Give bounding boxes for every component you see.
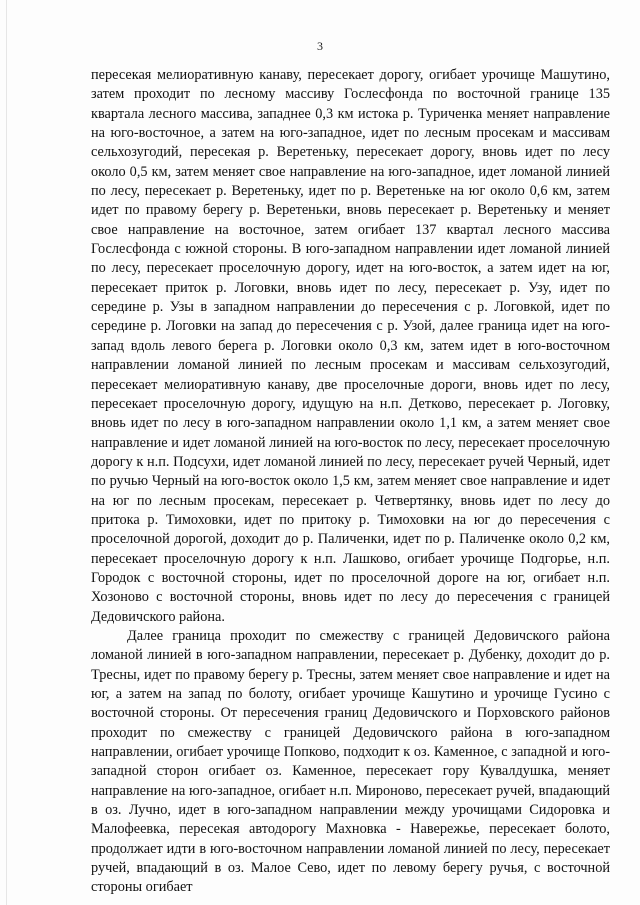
paragraph-2: Далее граница проходит по смежеству с границей Дедовичского района ломаной линией в юго-западном направлении, пересекает р. Дубенку, доходит до р. Тресны, идет по правому берегу р. Тресны, затем меняет свое направление и идет на юг, а затем на запад по болоту, огибает урочище Кашутино и урочище Гусино с восточной стороны. От пересечения границ Дедовичского и Порховского районов проходит по смежеству с границей Дедовичского района в юго-западном направлении, огибает урочище Попково, подходит к оз. Каменное, с западной и юго-западной сторон огибает оз. Каменное, пересекает гору Кувалдушка, меняет направление на юго-западное, огибает н.п. Мироново, пересекает ручей, впадающий в оз. Лучно, идет в юго-западном направлении между урочищами Сидоровка и Малофеевка, пересекая автодорогу Махновка - Навережье, пересекает болото, продолжает идти в юго-восточном направлении ломаной линией по лесу, пересекает ручей, впадающий в оз. Малое Сево, идет по левому берегу ручья, с восточной стороны огибает	[91, 627, 610, 896]
document-body	[91, 66, 610, 898]
page-number: 3	[317, 39, 323, 53]
scan-edge-line	[6, 0, 7, 905]
paragraph-1: пересекая мелиоративную канаву, пересекает дорогу, огибает урочище Машутино, затем проходит по лесному массиву Гослесфонда по восточной границе 135 квартала лесного массива, западнее 0,3 км истока р. Туриченка меняет направление на юго-восточное, а затем на юго-западное, идет по лесным просекам и массивам сельхозугодий, пересекая р. Веретеньку, пересекает дорогу, вновь идет по лесу около 0,5 км, затем меняет свое направление на юго-западное, идет ломаной линией по лесу, пересекает р. Веретеньку, идет по р. Веретеньке на юг около 0,6 км, затем идет по правому берегу р. Веретеньки, вновь пересекает р. Веретеньку и меняет свое направление на восточное, затем огибает 137 квартал лесного массива Гослесфонда с южной стороны. В юго-западном направлении идет ломаной линией по лесу, пересекает проселочную дорогу, идет на юго-восток, а затем идет на юг, пересекает приток р. Логовки, вновь идет по лесу, пересекает р. Узу, идет по середине р. Узы в западном направлении до пересечения с р. Логовкой, идет по середине р. Логовки на запад до пересечения с р. Узой, далее граница идет на юго-запад вдоль левого берега р. Логовки около 0,3 км, затем идет в юго-восточном направлении ломаной линией по лесным просекам и массивам сельхозугодий, пересекает мелиоративную канаву, две проселочные дороги, вновь идет по лесу, пересекает проселочную дорогу, идущую на н.п. Детково, пересекает р. Логовку, вновь идет по лесу в юго-западном направлении около 1,1 км, а затем меняет свое направление и идет ломаной линией на юго-восток по лесу, пересекает проселочную дорогу к н.п. Подсухи, идет ломаной линией по лесу, пересекает ручей Черный, идет по ручью Черный на юго-восток около 1,5 км, затем меняет свое направление и идет на юг по лесным просекам, пересекает р. Четвертянку, вновь идет по лесу до притока р. Тимоховки, идет по притоку р. Тимоховки на юг до пересечения с проселочной дорогой, доходит до р. Паличенки, идет по р. Паличенке около 0,2 км, пересекает проселочную дорогу к н.п. Лашково, огибает урочище Подгорье, н.п. Городок с восточной стороны, идет по проселочной дороге на юг, огибает н.п. Хозоново с восточной стороны, вновь идет по лесу до пересечения с границей Дедовичского района.	[91, 67, 610, 625]
